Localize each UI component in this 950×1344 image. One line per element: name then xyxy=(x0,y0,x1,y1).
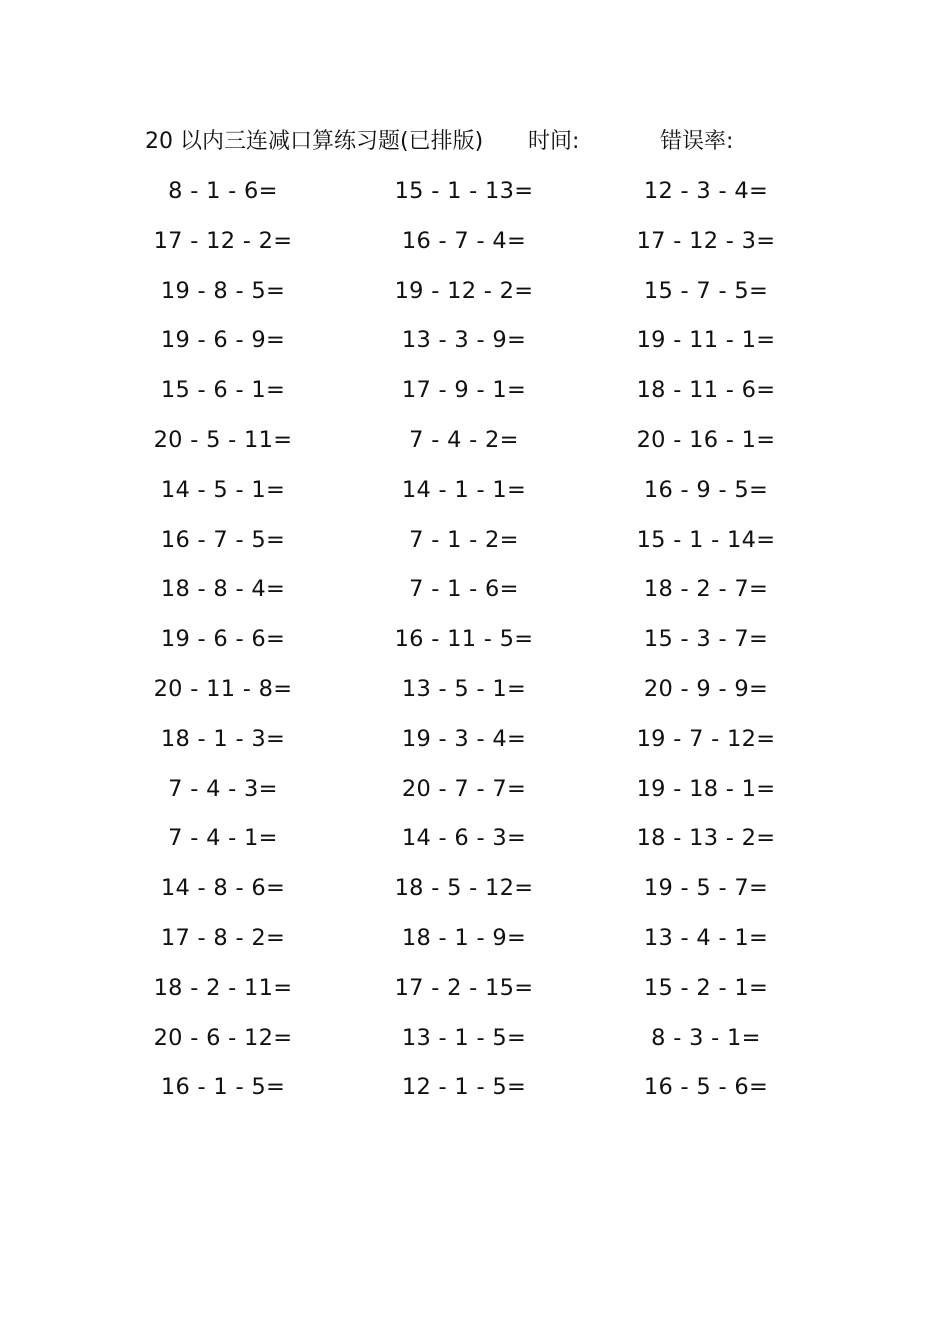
arithmetic-problem: 15 - 1 - 14= xyxy=(636,526,776,553)
problem-row xyxy=(0,473,950,523)
problem-row xyxy=(0,224,950,274)
arithmetic-problem: 17 - 2 - 15= xyxy=(394,974,534,1001)
arithmetic-problem: 14 - 6 - 3= xyxy=(401,825,527,852)
arithmetic-problem: 14 - 8 - 6= xyxy=(160,875,286,902)
arithmetic-problem: 14 - 1 - 1= xyxy=(401,476,527,503)
arithmetic-problem: 18 - 1 - 3= xyxy=(160,725,286,752)
error-rate-label: 错误率: xyxy=(660,129,734,154)
arithmetic-problem: 19 - 5 - 7= xyxy=(643,875,769,902)
arithmetic-problem: 8 - 1 - 6= xyxy=(168,178,278,204)
arithmetic-problem: 19 - 7 - 12= xyxy=(636,725,776,752)
problem-grid xyxy=(0,174,950,1120)
arithmetic-problem: 17 - 12 - 3= xyxy=(636,227,776,254)
problem-row xyxy=(0,274,950,324)
arithmetic-problem: 13 - 1 - 5= xyxy=(401,1024,527,1051)
arithmetic-problem: 17 - 8 - 2= xyxy=(160,924,286,951)
arithmetic-problem: 7 - 4 - 2= xyxy=(409,426,519,453)
page-title: 20 以内三连减口算练习题(已排版) xyxy=(145,129,484,154)
arithmetic-problem: 19 - 3 - 4= xyxy=(401,725,527,752)
arithmetic-problem: 20 - 11 - 8= xyxy=(153,675,293,702)
arithmetic-problem: 19 - 8 - 5= xyxy=(160,277,286,304)
arithmetic-problem: 20 - 5 - 11= xyxy=(153,426,293,453)
arithmetic-problem: 20 - 6 - 12= xyxy=(153,1024,293,1051)
problem-row xyxy=(0,821,950,871)
arithmetic-problem: 8 - 3 - 1= xyxy=(651,1024,761,1051)
arithmetic-problem: 15 - 1 - 13= xyxy=(394,178,534,204)
arithmetic-problem: 13 - 4 - 1= xyxy=(643,924,769,951)
problem-row xyxy=(0,971,950,1021)
arithmetic-problem: 14 - 5 - 1= xyxy=(160,476,286,503)
arithmetic-problem: 15 - 7 - 5= xyxy=(643,277,769,304)
problem-row xyxy=(0,423,950,473)
problem-row xyxy=(0,1021,950,1071)
problem-row xyxy=(0,722,950,772)
arithmetic-problem: 18 - 5 - 12= xyxy=(394,875,534,902)
arithmetic-problem: 20 - 16 - 1= xyxy=(636,426,776,453)
time-label: 时间: xyxy=(528,129,580,154)
arithmetic-problem: 17 - 12 - 2= xyxy=(153,227,293,254)
problem-row xyxy=(0,572,950,622)
arithmetic-problem: 16 - 5 - 6= xyxy=(643,1074,769,1101)
problem-row xyxy=(0,1070,950,1120)
arithmetic-problem: 17 - 9 - 1= xyxy=(401,377,527,404)
arithmetic-problem: 15 - 3 - 7= xyxy=(643,626,769,653)
arithmetic-problem: 16 - 7 - 4= xyxy=(401,227,527,254)
arithmetic-problem: 13 - 3 - 9= xyxy=(401,327,527,354)
arithmetic-problem: 12 - 3 - 4= xyxy=(643,178,769,204)
arithmetic-problem: 20 - 9 - 9= xyxy=(643,675,769,702)
arithmetic-problem: 19 - 6 - 6= xyxy=(160,626,286,653)
problem-row xyxy=(0,622,950,672)
arithmetic-problem: 7 - 1 - 2= xyxy=(409,526,519,553)
problem-row xyxy=(0,373,950,423)
arithmetic-problem: 18 - 2 - 7= xyxy=(643,576,769,603)
arithmetic-problem: 18 - 2 - 11= xyxy=(153,974,293,1001)
arithmetic-problem: 20 - 7 - 7= xyxy=(401,775,527,802)
problem-row xyxy=(0,323,950,373)
problem-row xyxy=(0,523,950,573)
problem-row xyxy=(0,871,950,921)
arithmetic-problem: 7 - 1 - 6= xyxy=(409,576,519,603)
arithmetic-problem: 19 - 12 - 2= xyxy=(394,277,534,304)
arithmetic-problem: 19 - 18 - 1= xyxy=(636,775,776,802)
arithmetic-problem: 16 - 1 - 5= xyxy=(160,1074,286,1101)
problem-row xyxy=(0,921,950,971)
arithmetic-problem: 18 - 11 - 6= xyxy=(636,377,776,404)
arithmetic-problem: 16 - 7 - 5= xyxy=(160,526,286,553)
arithmetic-problem: 19 - 6 - 9= xyxy=(160,327,286,354)
arithmetic-problem: 18 - 13 - 2= xyxy=(636,825,776,852)
arithmetic-problem: 7 - 4 - 1= xyxy=(168,825,278,852)
arithmetic-problem: 18 - 1 - 9= xyxy=(401,924,527,951)
arithmetic-problem: 12 - 1 - 5= xyxy=(401,1074,527,1101)
problem-row xyxy=(0,772,950,822)
problem-row xyxy=(0,174,950,224)
arithmetic-problem: 18 - 8 - 4= xyxy=(160,576,286,603)
arithmetic-problem: 13 - 5 - 1= xyxy=(401,675,527,702)
arithmetic-problem: 15 - 2 - 1= xyxy=(643,974,769,1001)
arithmetic-problem: 15 - 6 - 1= xyxy=(160,377,286,404)
problem-row xyxy=(0,672,950,722)
arithmetic-problem: 16 - 9 - 5= xyxy=(643,476,769,503)
arithmetic-problem: 7 - 4 - 3= xyxy=(168,775,278,802)
arithmetic-problem: 16 - 11 - 5= xyxy=(394,626,534,653)
arithmetic-problem: 19 - 11 - 1= xyxy=(636,327,776,354)
